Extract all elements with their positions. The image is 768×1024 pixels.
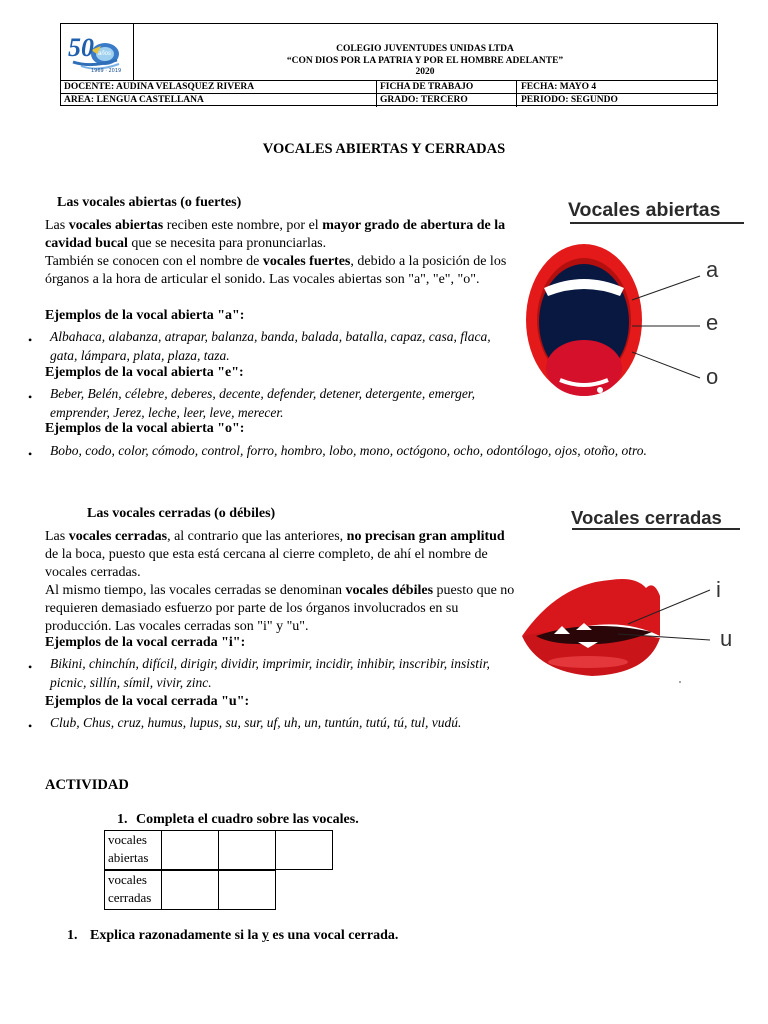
closed-vowels-heading: Las vocales cerradas (o débiles) bbox=[87, 506, 276, 521]
school-motto: “CON DIOS POR LA PATRIA Y POR EL HOMBRE ADELANTE” bbox=[286, 55, 564, 66]
example-u-heading: Ejemplos de la vocal cerrada "u": bbox=[45, 694, 250, 709]
date-field: FECHA: MAYO 4 bbox=[521, 82, 597, 92]
period-field: PERIODO: SEGUNDO bbox=[521, 95, 618, 105]
title-underline bbox=[570, 222, 744, 224]
answer-cell[interactable] bbox=[162, 871, 219, 910]
svg-text:1969 · 2019: 1969 · 2019 bbox=[91, 68, 122, 74]
open-vowels-paragraph-2: También se conocen con el nombre de vocales fuertes, debido a la posición de los órganos a la hora de articular el sonido. Las vocales abiertas son "a", "e", "o". bbox=[45, 254, 507, 287]
activity-item-1: Completa el cuadro sobre las vocales. bbox=[136, 812, 359, 827]
answer-cell[interactable] bbox=[219, 871, 276, 910]
open-vowels-image-title: Vocales abiertas bbox=[568, 199, 721, 221]
bullet-icon: • bbox=[28, 447, 33, 461]
bullet-icon: • bbox=[28, 390, 33, 404]
label-a: a bbox=[706, 257, 719, 282]
open-mouth-icon bbox=[520, 240, 760, 410]
area-field: AREA: LENGUA CASTELLANA bbox=[64, 95, 204, 105]
example-a-heading: Ejemplos de la vocal abierta "a": bbox=[45, 308, 245, 323]
example-e-list: Beber, Belén, célebre, deberes, decente, defender, detener, detergente, emerger, emprender, Jerez, leche, leer, leve, merecer. bbox=[50, 386, 475, 420]
row-label-closed: vocales cerradas bbox=[105, 871, 162, 910]
header-row-2 bbox=[61, 93, 717, 107]
header-row-1 bbox=[61, 80, 717, 94]
open-vowels-heading: Las vocales abiertas (o fuertes) bbox=[57, 195, 242, 210]
label-e: e bbox=[706, 310, 719, 335]
activity-title: ACTIVIDAD bbox=[45, 777, 129, 793]
school-name: COLEGIO JUVENTUDES UNIDAS LTDA bbox=[336, 44, 514, 54]
vowels-table-closed-row bbox=[104, 870, 276, 910]
activity-item-1-number: 1. bbox=[117, 812, 128, 827]
example-e-heading: Ejemplos de la vocal abierta "e": bbox=[45, 365, 244, 380]
school-info bbox=[133, 24, 717, 81]
bullet-icon: • bbox=[28, 719, 33, 733]
answer-cell[interactable] bbox=[162, 831, 219, 870]
vowels-table-open-row bbox=[104, 830, 333, 870]
school-logo bbox=[61, 24, 134, 81]
open-vowels-paragraph-1: Las vocales abiertas reciben este nombre, por el mayor grado de abertura de la cavidad bucal que se necesita para pronunciarlas. bbox=[45, 218, 506, 251]
header-table bbox=[60, 23, 718, 106]
label-o: o bbox=[706, 364, 719, 389]
label-u: u bbox=[720, 626, 733, 651]
closed-vowels-paragraph-2: Al mismo tiempo, las vocales cerradas se denominan vocales débiles puesto que no requieren demasiado esfuerzo por parte de los órganos involucrados en su producción. Las vocales cerradas son "i" y "u". bbox=[45, 583, 515, 634]
logo-number: 50 bbox=[68, 33, 94, 62]
example-o-heading: Ejemplos de la vocal abierta "o": bbox=[45, 421, 245, 436]
activity-item-2-number: 1. bbox=[67, 928, 78, 943]
activity-item-2: Explica razonadamente si la y es una vocal cerrada. bbox=[90, 928, 399, 943]
grade-field: GRADO: TERCERO bbox=[380, 95, 468, 105]
answer-cell[interactable] bbox=[276, 831, 333, 870]
bullet-icon: • bbox=[28, 660, 33, 674]
sheet-field: FICHA DE TRABAJO bbox=[380, 82, 474, 92]
school-year: 2020 bbox=[415, 67, 435, 77]
example-u-list: Club, Chus, cruz, humus, lupus, su, sur, uf, uh, un, tuntún, tutú, tú, tul, vudú. bbox=[50, 715, 462, 730]
title-underline bbox=[572, 528, 740, 530]
label-i: i bbox=[716, 577, 721, 602]
example-a-list: Albahaca, alabanza, atrapar, balanza, banda, balada, batalla, capaz, casa, flaca, gata, lámpara, plata, plaza, taza. bbox=[50, 329, 491, 363]
teacher-field: DOCENTE: AUDINA VELASQUEZ RIVERA bbox=[64, 82, 255, 92]
row-label-open: vocales abiertas bbox=[105, 831, 162, 870]
answer-cell[interactable] bbox=[219, 831, 276, 870]
document-title: VOCALES ABIERTAS Y CERRADAS bbox=[262, 141, 506, 157]
example-i-list: Bikini, chinchín, difícil, dirigir, dividir, imprimir, incidir, inhibir, inscribir, insistir, picnic, sillín, símil, vivir, zinc. bbox=[50, 656, 490, 690]
logo-subtext: años bbox=[98, 51, 112, 57]
example-i-heading: Ejemplos de la vocal cerrada "i": bbox=[45, 635, 246, 650]
example-o-list: Bobo, codo, color, cómodo, control, forro, hombro, lobo, mono, octógono, ocho, odontólogo, ojos, otoño, otro. bbox=[50, 443, 647, 458]
closed-vowels-paragraph-1: Las vocales cerradas, al contrario que las anteriores, no precisan gran amplitud de la boca, puesto que esta está cercana al cierre completo, de ahí el nombre de vocales cerradas. bbox=[45, 529, 505, 580]
closed-vowels-image-title: Vocales cerradas bbox=[571, 507, 722, 528]
bullet-icon: • bbox=[28, 333, 33, 347]
